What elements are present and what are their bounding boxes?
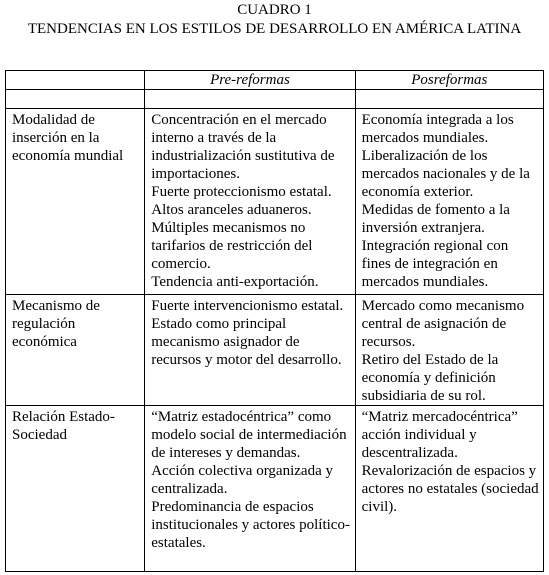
posreformas-cell bbox=[355, 406, 543, 572]
spacer-cell bbox=[145, 90, 355, 109]
header-empty bbox=[6, 71, 145, 90]
spacer-cell bbox=[6, 90, 145, 109]
table-row bbox=[6, 295, 544, 406]
posreformas-cell bbox=[355, 295, 543, 406]
pre-reformas-cell bbox=[145, 406, 355, 572]
row-label-text: Mecanismo de regulación económica bbox=[12, 298, 100, 350]
caption-title: TENDENCIAS EN LOS ESTILOS DE DESARROLLO EN AMÉRICA LATINA bbox=[27, 21, 522, 37]
row-label-text: Modalidad de inserción en la economía mundial bbox=[12, 112, 124, 164]
cell-paragraph: “Matriz estadocéntrica” como modelo social de intermediación de intereses y demandas. bbox=[151, 409, 347, 461]
cell-paragraph: Estado como principal mecanismo asignador de recursos y motor del desarrollo. bbox=[151, 316, 342, 368]
cell-paragraph: Predominancia de espacios institucionales y actores político-estatales. bbox=[151, 499, 350, 551]
header-posreformas: Posreformas bbox=[355, 71, 543, 90]
caption-number: CUADRO 1 bbox=[237, 2, 312, 18]
spacer-cell bbox=[355, 90, 543, 109]
cell-paragraph: Múltiples mecanismos no tarifarios de restricción del comercio. bbox=[151, 220, 313, 272]
table-row bbox=[6, 406, 544, 572]
cell-paragraph: Economía integrada a los mercados mundiales. bbox=[361, 112, 514, 146]
cell-paragraph: Fuerte proteccionismo estatal. bbox=[151, 184, 332, 200]
header-pre-reformas: Pre-reformas bbox=[145, 71, 355, 90]
cell-paragraph: Integración regional con fines de integración en mercados mundiales. bbox=[361, 238, 509, 290]
row-label-relacion bbox=[6, 406, 145, 572]
cell-paragraph: Tendencia anti-exportación. bbox=[151, 274, 319, 290]
cell-paragraph: Medidas de fomento a la inversión extranjera. bbox=[361, 202, 510, 236]
row-label-insercion bbox=[6, 109, 145, 295]
cell-paragraph: Liberalización de los mercados nacionales y de la economía exterior. bbox=[361, 148, 530, 200]
cell-paragraph: Concentración en el mercado interno a través de la industrialización sustitutiva de importaciones. bbox=[151, 112, 335, 182]
cell-paragraph: Fuerte intervencionismo estatal. bbox=[151, 298, 344, 314]
development-styles-table bbox=[5, 70, 544, 572]
posreformas-cell bbox=[355, 109, 543, 295]
pre-reformas-cell bbox=[145, 109, 355, 295]
cell-paragraph: Altos aranceles aduaneros. bbox=[151, 202, 312, 218]
row-label-regulacion bbox=[6, 295, 145, 406]
cell-paragraph: Retiro del Estado de la economía y definición subsidiaria de su rol. bbox=[361, 352, 499, 404]
pre-reformas-cell bbox=[145, 295, 355, 406]
header-row bbox=[6, 71, 544, 90]
row-label-text: Relación Estado-Sociedad bbox=[12, 409, 115, 443]
cell-paragraph: Acción colectiva organizada y centralizada. bbox=[151, 463, 333, 497]
cell-paragraph: “Matriz mercadocéntrica” acción individual y descentralizada. bbox=[361, 409, 518, 461]
table-row bbox=[6, 109, 544, 295]
cell-paragraph: Revalorización de espacios y actores no estatales (sociedad civil). bbox=[361, 463, 539, 515]
cell-paragraph: Mercado como mecanismo central de asignación de recursos. bbox=[361, 298, 525, 350]
spacer-row bbox=[6, 90, 544, 109]
